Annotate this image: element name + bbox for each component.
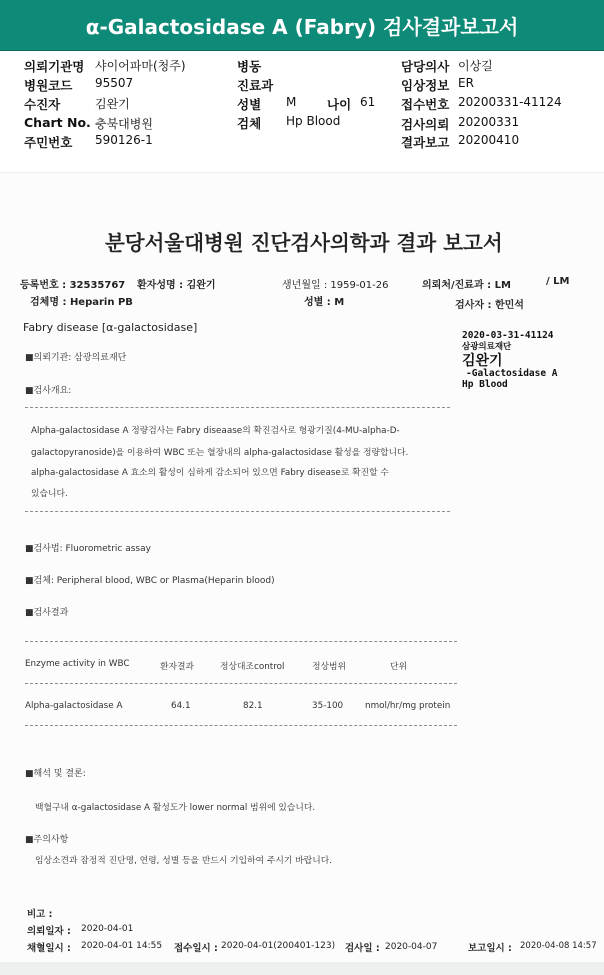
header-label: 검사의뢰 [401, 117, 450, 132]
specimen-label: 검체 [237, 116, 262, 131]
divider [25, 511, 450, 512]
caution-text: 임상소견과 잠정적 진단명, 연령, 성별 등을 반드시 기입하여 주시기 바랍니다. [35, 856, 332, 866]
bottom-margin [0, 962, 604, 975]
registration-number: 등록번호 : 32535767 [20, 280, 126, 291]
report-date-label: 보고일시 : [468, 943, 512, 954]
requesting-dept-2: / LM [546, 276, 570, 287]
table-header: 정상대조control [220, 662, 285, 672]
header-value: 20200410 [458, 133, 520, 147]
header-value: 이상길 [458, 59, 493, 73]
table-cell: 82.1 [243, 701, 263, 711]
interpretation-text: 백혈구내 α-galactosidase A 활성도가 lower normal 범위에 있습니다. [35, 803, 316, 813]
header-value: 590126-1 [95, 133, 153, 147]
dept-label: 진료과 [237, 78, 274, 93]
report-banner [0, 0, 604, 51]
report-datetime: 2020-04-08 14:57 [520, 941, 597, 951]
remark-label: 비고 : [27, 909, 53, 920]
patient-name: 환자성명 : 김완기 [137, 280, 216, 291]
label-accession: 2020-03-31-41124 [462, 330, 554, 341]
divider [25, 683, 457, 684]
receipt-datetime: 2020-04-01(200401-123) [221, 941, 336, 951]
header-value: 샤이어파마(청주) [95, 59, 186, 73]
header-label: 주민번호 [24, 135, 73, 150]
section-result: ■검사결과 [25, 608, 69, 618]
table-cell: Alpha-galactosidase A [25, 701, 123, 711]
report-banner-title: α-Galactosidase A (Fabry) 검사결과보고서 [85, 15, 519, 39]
header-label: Chart No. [24, 115, 91, 130]
table-cell: 35-100 [312, 701, 344, 711]
document-title: 분당서울대병원 진단검사의학과 결과 보고서 [105, 231, 503, 255]
ward-label: 병동 [237, 59, 262, 74]
section-institution: ■의뢰기관: 삼광의료재단 [25, 353, 127, 363]
label-specimen: Hp Blood [462, 379, 508, 390]
section-overview: ■검사개요: [25, 386, 72, 396]
label-patient: 김완기 [462, 353, 503, 369]
age-label: 나이 [327, 97, 352, 112]
test-date: 2020-04-07 [385, 942, 438, 952]
section-interpretation: ■해석 및 결론: [25, 769, 86, 779]
header-value: 김완기 [95, 97, 130, 111]
specimen-name: 검체명 : Heparin PB [30, 297, 133, 308]
table-header: 환자결과 [160, 662, 194, 672]
examiner: 검사자 : 한민석 [455, 300, 524, 311]
header-value: ER [458, 76, 474, 90]
overview-line: alpha-galactosidase A 효소의 활성이 심하게 감소되어 있으면 Fabry disease로 확진할 수 [31, 468, 389, 478]
table-header: 정상범위 [312, 662, 346, 672]
sex-value: M [286, 95, 297, 109]
request-date: 2020-04-01 [81, 924, 134, 934]
header-value: 충북대병원 [95, 117, 153, 131]
header-label: 접수번호 [401, 97, 450, 112]
overview-line: Alpha-galactosidase A 정량검사는 Fabry diseaase의 확진검사로 형광기질(4-MU-alpha-D- [31, 426, 400, 436]
label-test: -Galactosidase A [466, 368, 558, 379]
header-label: 의뢰기관명 [24, 59, 85, 74]
header-label: 임상정보 [401, 78, 450, 93]
age-value: 61 [360, 95, 376, 109]
collection-datetime: 2020-04-01 14:55 [81, 941, 163, 951]
header-label: 결과보고 [401, 135, 450, 150]
header-label: 병원코드 [24, 78, 73, 93]
specimen-value: Hp Blood [286, 114, 341, 128]
divider [25, 641, 457, 642]
header-value: 20200331-41124 [458, 95, 562, 109]
section-specimen: ■검체: Peripheral blood, WBC or Plasma(Heparin blood) [25, 576, 275, 586]
overview-line: galactopyranoside)을 이용하여 WBC 또는 혈장내의 alpha-galactosidase 활성을 정량합니다. [31, 448, 409, 458]
header-value: 95507 [95, 76, 134, 90]
requesting-dept: 의뢰처/진료과 : LM [422, 280, 511, 291]
sex-label: 성별 [237, 97, 262, 112]
divider [25, 407, 450, 408]
table-header: Enzyme activity in WBC [25, 659, 130, 669]
label-lab: 삼광의료재단 [462, 342, 512, 352]
header-value: 20200331 [458, 115, 520, 129]
receipt-label: 접수일시 : [174, 943, 218, 954]
section-method: ■검사법: Fluorometric assay [25, 544, 151, 554]
test-name: Fabry disease [α-galactosidase] [23, 321, 198, 334]
request-date-label: 의뢰일자 : [27, 926, 71, 937]
header-label: 담당의사 [401, 59, 450, 74]
test-date-label: 검사일 : [345, 943, 380, 954]
header-label: 수진자 [24, 97, 61, 112]
table-cell: nmol/hr/mg protein [365, 701, 451, 711]
table-cell: 64.1 [171, 701, 191, 711]
section-caution: ■주의사항 [25, 835, 69, 845]
divider [25, 725, 457, 726]
doc-sex: 성별 : M [304, 297, 345, 308]
overview-line: 있습니다. [31, 489, 68, 499]
table-header: 단위 [390, 662, 407, 672]
birth-date: 생년월일 : 1959-01-26 [282, 280, 389, 291]
collection-label: 채혈일시 : [27, 943, 71, 954]
